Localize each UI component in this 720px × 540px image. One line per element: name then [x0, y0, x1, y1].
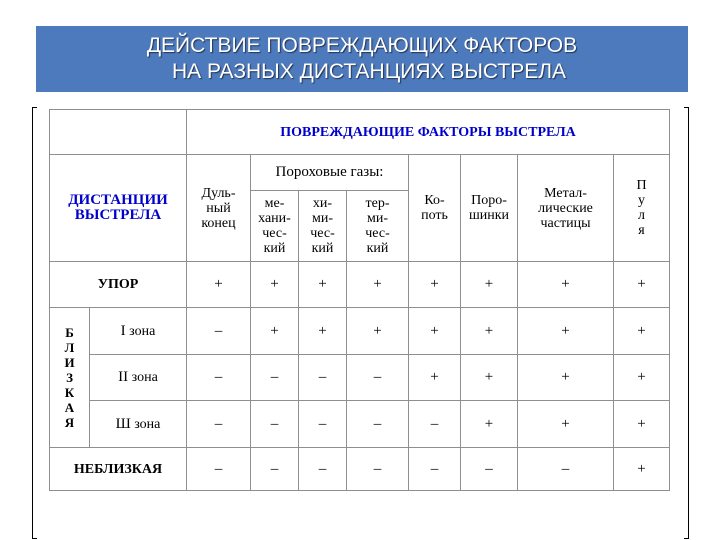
mark-cell: – [347, 448, 409, 491]
mark-cell: + [614, 448, 670, 491]
col-powder-line: Поро- [471, 193, 507, 208]
col-thermal-line: кий [366, 241, 389, 256]
col-powder [461, 155, 518, 262]
zone-word: зона [131, 370, 158, 385]
mark-cell: + [347, 262, 409, 308]
mark-cell: – [187, 355, 251, 401]
mark-cell: + [461, 262, 518, 308]
table-row [50, 448, 670, 491]
mark-cell: – [187, 401, 251, 448]
mark-cell: + [409, 308, 461, 355]
col-muzzle-line: Дуль- [201, 185, 236, 201]
corner-cell [50, 110, 187, 155]
col-metal-line: лические [538, 200, 593, 216]
close-group-letter: К [64, 385, 75, 400]
zone-word: зона [129, 323, 156, 339]
mark-cell: – [461, 448, 518, 491]
table-row [50, 308, 670, 355]
mark-cell: + [299, 308, 347, 355]
close-group-label [50, 308, 90, 448]
mark-cell: – [187, 448, 251, 491]
mark-cell: – [251, 355, 299, 401]
mark-cell: + [299, 262, 347, 308]
close-group-letter: Б [65, 325, 74, 340]
mark-cell: + [409, 262, 461, 308]
mark-cell: – [409, 401, 461, 448]
zone-word: зона [134, 416, 161, 432]
mark-cell: – [347, 401, 409, 448]
col-mechanical-line: кий [263, 241, 286, 256]
mark-cell: – [299, 355, 347, 401]
close-group-letter: Л [64, 340, 75, 355]
col-chemical-line: кий [311, 241, 334, 256]
damaging-factors-table [49, 109, 670, 491]
col-bullet [614, 155, 670, 262]
mark-cell: – [251, 448, 299, 491]
col-mechanical [251, 191, 299, 262]
col-metal-line: частицы [540, 215, 591, 231]
col-thermal-line: чес- [365, 226, 390, 241]
col-bullet-letter: у [638, 193, 645, 208]
mark-cell: + [614, 401, 670, 448]
distances-header-line: ДИСТАНЦИИ [68, 192, 168, 208]
zone-label [90, 355, 187, 401]
close-group-letter: И [64, 355, 75, 370]
mark-cell: – [299, 448, 347, 491]
mark-cell: – [347, 355, 409, 401]
col-powder-line: шинки [468, 208, 510, 223]
col-thermal-line: ми- [366, 211, 388, 226]
col-bullet-letter: я [638, 223, 645, 238]
col-muzzle-line: ный [206, 200, 231, 216]
gas-header: Пороховые газы: [251, 155, 409, 191]
zone-roman: Ш [115, 415, 131, 432]
zone-roman: I [120, 322, 126, 339]
col-mechanical-line: чес- [262, 226, 287, 241]
mark-cell: – [518, 448, 614, 491]
row-label: УПОР [50, 262, 187, 308]
col-chemical-line: хи- [312, 196, 333, 211]
mark-cell: + [518, 308, 614, 355]
mark-cell: – [187, 308, 251, 355]
mark-cell: + [187, 262, 251, 308]
row-label: НЕБЛИЗКАЯ [50, 448, 187, 491]
mark-cell: + [347, 308, 409, 355]
col-bullet-letter: л [638, 208, 645, 223]
right-bracket [684, 107, 689, 539]
zone-roman: II [118, 369, 129, 385]
col-mechanical-line: хани- [258, 211, 291, 226]
col-chemical [299, 191, 347, 262]
factors-header: ПОВРЕЖДАЮЩИЕ ФАКТОРЫ ВЫСТРЕЛА [187, 110, 670, 155]
zone-label [90, 308, 187, 355]
mark-cell: – [299, 401, 347, 448]
left-bracket [32, 107, 37, 539]
close-group-letter: Я [64, 415, 75, 430]
mark-cell: + [614, 308, 670, 355]
mark-cell: + [461, 401, 518, 448]
mark-cell: + [518, 262, 614, 308]
close-group-letter: З [66, 370, 73, 385]
col-soot-line: поть [421, 208, 448, 223]
col-chemical-line: чес- [310, 226, 335, 241]
table-row [50, 401, 670, 448]
mark-cell: + [614, 355, 670, 401]
table-row [50, 262, 670, 308]
mark-cell: + [461, 308, 518, 355]
col-chemical-line: ми- [311, 211, 333, 226]
distances-header [50, 155, 187, 262]
title-line-1: ДЕЙСТВИЕ ПОВРЕЖДАЮЩИХ ФАКТОРОВ [146, 34, 578, 57]
col-thermal [347, 191, 409, 262]
mark-cell: + [251, 308, 299, 355]
col-soot [409, 155, 461, 262]
col-muzzle-line: конец [201, 215, 236, 231]
mark-cell: + [614, 262, 670, 308]
col-mechanical-line: ме- [264, 196, 285, 211]
close-group-letter: А [64, 400, 75, 415]
mark-cell: + [518, 355, 614, 401]
col-metal [518, 155, 614, 262]
col-soot-line: Ко- [424, 193, 445, 208]
title-line-2: НА РАЗНЫХ ДИСТАНЦИЯХ ВЫСТРЕЛА [171, 60, 567, 83]
mark-cell: + [251, 262, 299, 308]
mark-cell: – [409, 448, 461, 491]
mark-cell: + [409, 355, 461, 401]
mark-cell: – [251, 401, 299, 448]
col-thermal-line: тер- [365, 196, 390, 211]
table-row [50, 355, 670, 401]
col-bullet-letter: П [636, 178, 647, 193]
mark-cell: + [518, 401, 614, 448]
col-muzzle [187, 155, 251, 262]
title-banner [36, 26, 688, 92]
zone-label [90, 401, 187, 448]
distances-header-line: ВЫСТРЕЛА [74, 207, 162, 223]
col-metal-line: Метал- [544, 185, 587, 201]
mark-cell: + [461, 355, 518, 401]
